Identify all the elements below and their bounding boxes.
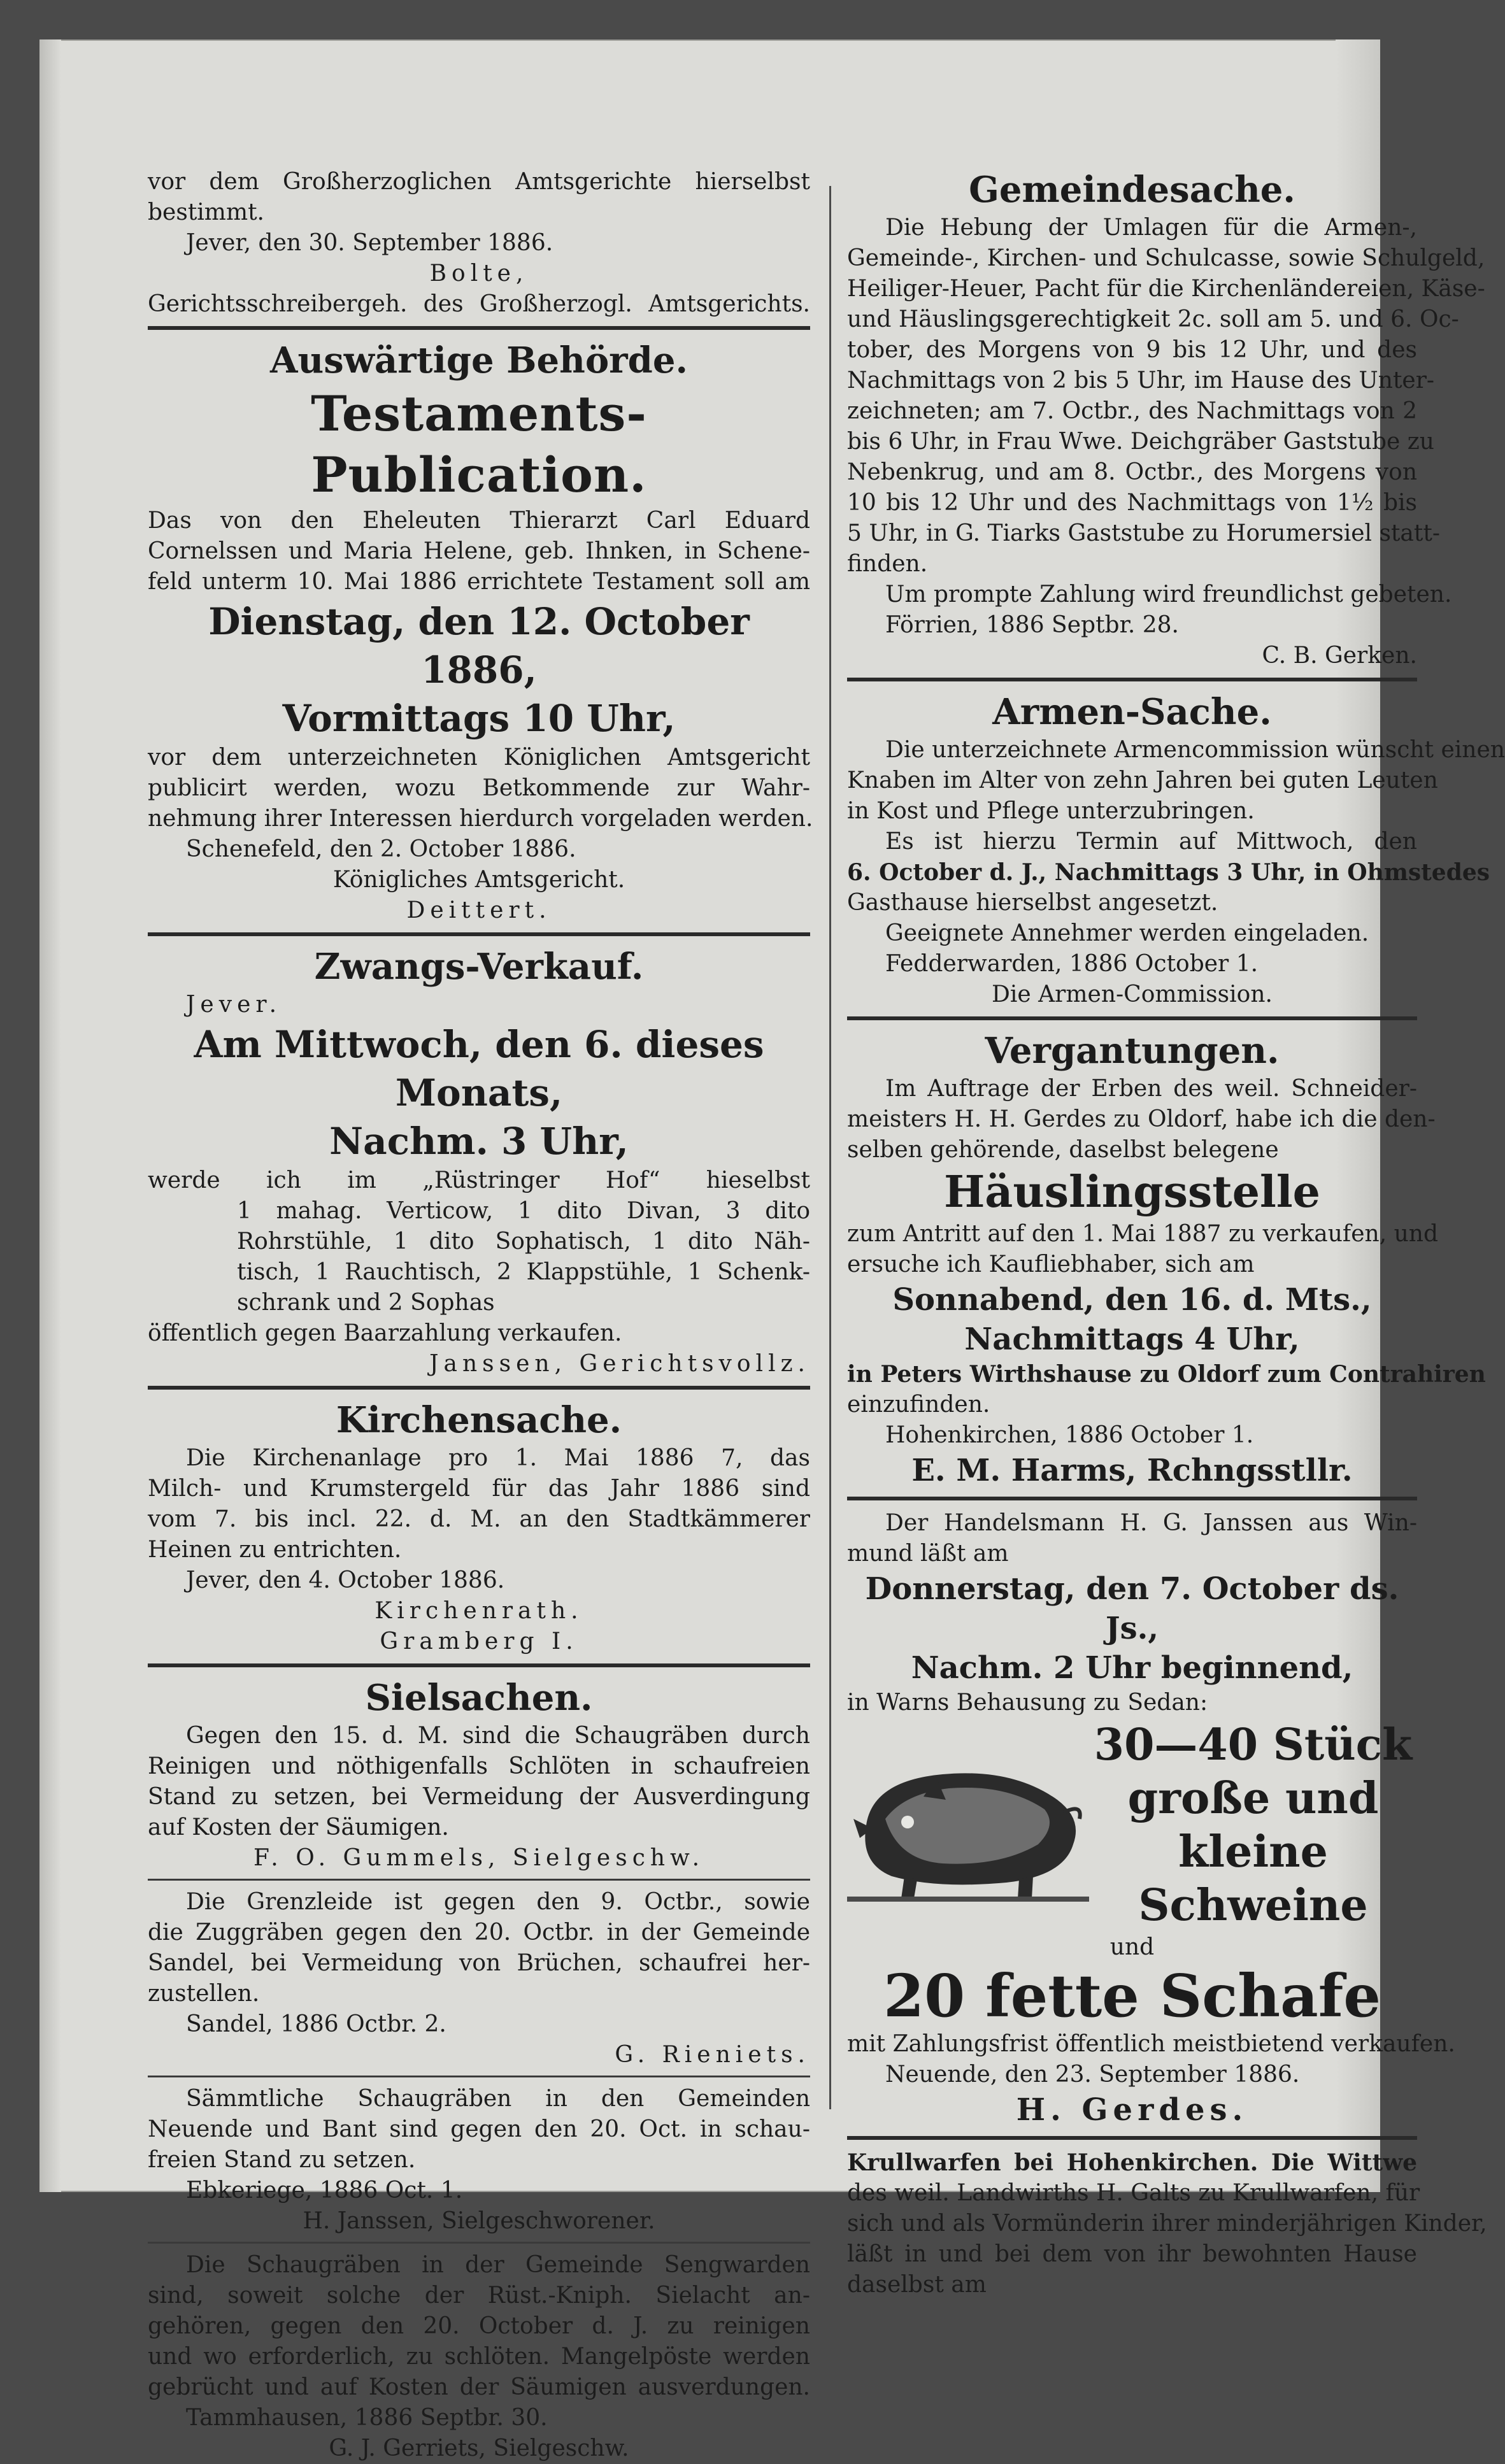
event-time: Vormittags 10 Uhr, [282, 697, 676, 740]
text-line: Jever, den 30. September 1886. [186, 230, 553, 256]
text-line: Neuende, den 23. September 1886. [885, 2062, 1300, 2088]
text-line: feld unterm 10. Mai 1886 errichtete Testament soll am [148, 569, 810, 595]
newspaper-page [39, 39, 1505, 2461]
text-line: meisters H. H. Gerdes zu Oldorf, habe ich die den- [847, 1106, 1436, 1132]
text-line: zustellen. [148, 1981, 260, 2007]
text-line: Jever, den 4. October 1886. [186, 1567, 505, 1593]
text-line: Die Grenzleide ist gegen den 9. Octbr., sowie [186, 1889, 810, 1915]
text-line: Rohrstühle, 1 dito Sophatisch, 1 dito Näh- [237, 1228, 810, 1255]
animal-desc: große und kleine [1127, 1773, 1379, 1877]
text-line: Heiliger-Heuer, Pacht für die Kirchenländereien, Käse- [847, 276, 1485, 302]
section-heading: Armen-Sache. [992, 691, 1272, 733]
animal-desc: Schweine [1138, 1880, 1368, 1931]
text-line: daselbst am [847, 2272, 987, 2298]
text-line: bestimmt. [148, 199, 264, 225]
signature: Deittert. [406, 897, 552, 923]
section-rule [148, 326, 810, 330]
text-line: Schenefeld, den 2. October 1886. [186, 836, 576, 862]
notice-zwangsverkauf [148, 944, 810, 1379]
section-rule [148, 932, 810, 936]
sub-rule [148, 2076, 810, 2077]
section-heading: Vergantungen. [985, 1030, 1280, 1072]
column-divider [829, 186, 831, 2109]
signature: E. M. Harms, Rchngsstllr. [911, 1453, 1353, 1488]
text-line: zeichneten; am 7. Octbr., des Nachmittags von 2 [847, 398, 1417, 424]
text-line: einzufinden. [847, 1392, 990, 1418]
text-line: Das von den Eheleuten Thierarzt Carl Eduard [148, 508, 810, 534]
text-line: Um prompte Zahlung wird freundlichst gebeten. [885, 581, 1452, 608]
section-heading: Zwangs-Verkauf. [314, 946, 644, 988]
text-line: Gerichtsschreibergeh. des Großherzogl. Amtsgerichts. [148, 291, 810, 317]
section-rule [847, 2136, 1417, 2140]
text-line: freien Stand zu setzen. [148, 2147, 416, 2173]
notice-intro [148, 167, 810, 320]
text-line: Stand zu setzen, bei Vermeidung der Ausverdingung [148, 1784, 810, 1810]
signature: G. J. Gerriets, Sielgeschw. [329, 2435, 629, 2461]
text-line: Im Auftrage der Erben des weil. Schneider- [885, 1076, 1417, 1102]
text-line: und Häuslingsgerechtigkeit 2c. soll am 5. und 6. Oc- [847, 306, 1459, 332]
text-line: 1 mahag. Verticow, 1 dito Divan, 3 dito [237, 1198, 810, 1224]
signature: G. Rieniets. [615, 2042, 810, 2068]
text-line: Gegen den 15. d. M. sind die Schaugräben durch [186, 1723, 810, 1749]
text-line: selben gehörende, daselbst belegene [847, 1137, 1279, 1163]
text-line: Reinigen und nöthigenfalls Schlöten in schaufreien [148, 1753, 810, 1779]
text-line: die Zuggräben gegen den 20. Octbr. in der Gemeinde [148, 1919, 810, 1946]
section-heading: Kirchensache. [336, 1399, 622, 1441]
notice-testament [148, 338, 813, 926]
text-line: tober, des Morgens von 9 bis 12 Uhr, und des [847, 337, 1417, 363]
signature: Gramberg I. [380, 1628, 578, 1655]
text-line: tisch, 1 Rauchtisch, 2 Klappstühle, 1 Schenk- [237, 1259, 810, 1285]
text-line: Die Schaugräben in der Gemeinde Sengwarden [186, 2252, 810, 2278]
text-line: Förrien, 1886 Septbr. 28. [885, 612, 1179, 638]
event-time: Nachmittags 4 Uhr, [964, 1321, 1300, 1357]
property-title: Häuslingsstelle [944, 1167, 1320, 1218]
text-line: und wo erforderlich, zu schlöten. Mangelpöste werden [148, 2344, 810, 2370]
text-line: in Warns Behausung zu Sedan: [847, 1690, 1208, 1716]
text-line: schrank und 2 Sophas [237, 1290, 495, 1316]
text-line: finden. [847, 551, 928, 577]
text-line: Heinen zu entrichten. [148, 1537, 402, 1563]
text-line: bis 6 Uhr, in Frau Wwe. Deichgräber Gaststube zu [847, 429, 1434, 455]
text-line: Neuende und Bant sind gegen den 20. Oct. in schau- [148, 2116, 810, 2142]
text-line: Ebkeriege, 1886 Oct. 1. [186, 2177, 463, 2204]
text-line: sind, soweit solche der Rüst.-Kniph. Sielacht an- [148, 2282, 810, 2309]
left-column [148, 167, 813, 2464]
section-rule [847, 1016, 1417, 1020]
section-rule [847, 678, 1417, 681]
notice-krullwarfen [847, 2147, 1487, 2300]
text-line: Der Handelsmann H. G. Janssen aus Win- [885, 1510, 1417, 1536]
signature: F. O. Gummels, Sielgeschw. [253, 1845, 705, 1871]
text-line: läßt in und bei dem von ihr bewohnten Hause [847, 2241, 1417, 2267]
text-line: sich und als Vormünderin ihrer minderjährigen Kinder, [847, 2211, 1487, 2237]
pig-advert-text [1089, 1718, 1417, 1932]
text-line: vor dem Großherzoglichen Amtsgerichte hierselbst [148, 169, 810, 195]
text-line: in Peters Wirthshause zu Oldorf zum Contrahiren [847, 1361, 1486, 1388]
text-line: werde ich im „Rüstringer Hof“ hieselbst [148, 1167, 810, 1193]
text-line: vor dem unterzeichneten Königlichen Amtsgericht [148, 744, 810, 771]
section-heading: Sielsachen. [365, 1677, 593, 1719]
text-line: in Kost und Pflege unterzubringen. [847, 798, 1255, 824]
text-line: Krullwarfen bei Hohenkirchen. Die Wittwe [847, 2149, 1417, 2176]
text-line: 5 Uhr, in G. Tiarks Gaststube zu Horumersiel statt- [847, 520, 1440, 546]
notice-schweine [847, 1508, 1455, 2130]
event-date: Donnerstag, den 7. October ds. Js., [865, 1571, 1399, 1646]
signature: Bolte, [429, 260, 529, 287]
notice-vergantungen [847, 1028, 1486, 1490]
text-line: Sandel, bei Vermeidung von Brüchen, schaufrei her- [148, 1950, 810, 1976]
section-rule [148, 1386, 810, 1390]
text-line: Sandel, 1886 Octbr. 2. [186, 2011, 446, 2037]
text-line: mund läßt am [847, 1541, 1009, 1567]
signature: Die Armen-Commission. [992, 981, 1273, 1008]
text-line: 6. October d. J., Nachmittags 3 Uhr, in Ohmstedes [847, 859, 1490, 886]
text-line: Hohenkirchen, 1886 October 1. [885, 1422, 1254, 1448]
sub-rule [148, 1879, 810, 1881]
text-line: zum Antritt auf den 1. Mai 1887 zu verkaufen, und [847, 1221, 1439, 1247]
text-line: Tammhausen, 1886 Septbr. 30. [186, 2405, 548, 2431]
sub-rule [148, 2242, 810, 2244]
text-line: nehmung ihrer Interessen hierdurch vorgeladen werden. [148, 806, 813, 832]
text-line: öffentlich gegen Baarzahlung verkaufen. [148, 1320, 622, 1346]
text-line: Nachmittags von 2 bis 5 Uhr, im Hause des Unter- [847, 367, 1435, 394]
event-time: Nachm. 2 Uhr beginnend, [911, 1650, 1353, 1686]
text-line: gehören, gegen den 20. October d. J. zu reinigen [148, 2313, 810, 2339]
event-date: Sonnabend, den 16. d. Mts., [892, 1282, 1372, 1318]
notice-kirchensache [148, 1397, 810, 1657]
text-line: auf Kosten der Säumigen. [148, 1814, 449, 1841]
event-time: Nachm. 3 Uhr, [329, 1120, 629, 1163]
section-rule [148, 1663, 810, 1667]
text-line: Milch- und Krumstergeld für das Jahr 1886 sind [148, 1476, 810, 1502]
text-line: Fedderwarden, 1886 October 1. [885, 951, 1259, 977]
text-line: Nebenkrug, und am 8. Octbr., des Morgens von [847, 459, 1417, 485]
text-line: publicirt werden, wozu Betkommende zur Wahr- [148, 775, 810, 801]
notice-sielsachen [148, 1675, 810, 2464]
text-line: ersuche ich Kaufliebhaber, sich am [847, 1251, 1255, 1278]
signature: H. Janssen, Sielgeschworener. [303, 2208, 655, 2234]
text-line: Die Kirchenanlage pro 1. Mai 1886 7, das [186, 1445, 810, 1471]
text-line: und [1109, 1934, 1155, 1960]
notice-title: Testaments-Publication. [311, 385, 647, 503]
text-line: gebrücht und auf Kosten der Säumigen ausverdungen. [148, 2374, 810, 2400]
text-line: Sämmtliche Schaugräben in den Gemeinden [186, 2086, 810, 2112]
signature: H. Gerdes. [1016, 2092, 1248, 2128]
event-date: Dienstag, den 12. October 1886, [208, 600, 750, 692]
text-line: Königliches Amtsgericht. [332, 867, 625, 893]
sheep-title: 20 fette Schafe [883, 1962, 1381, 2030]
signature: C. B. Gerken. [1262, 643, 1417, 669]
signature: Kirchenrath. [374, 1598, 583, 1624]
right-column [847, 167, 1505, 2300]
text-line: 10 bis 12 Uhr und des Nachmittags von 1½ bis [847, 490, 1417, 516]
section-heading: Gemeindesache. [969, 169, 1295, 211]
text-line: vom 7. bis incl. 22. d. M. an den Stadtkämmerer [148, 1506, 810, 1532]
text-line: Es ist hierzu Termin auf Mittwoch, den [885, 829, 1417, 855]
text-line: Die unterzeichnete Armencommission wünscht einen [885, 737, 1505, 763]
text-line: Gemeinde-, Kirchen- und Schulcasse, sowie Schulgeld, [847, 245, 1485, 271]
text-line: Geeignete Annehmer werden eingeladen. [885, 920, 1369, 946]
place: Jever. [186, 992, 282, 1018]
text-line: des weil. Landwirths H. Galts zu Krullwarfen, für [847, 2180, 1420, 2206]
pig-illustration [847, 1749, 1089, 1902]
text-line: Die Hebung der Umlagen für die Armen-, [885, 215, 1417, 241]
event-date: Am Mittwoch, den 6. dieses Monats, [194, 1023, 764, 1114]
signature: Janssen, Gerichtsvollz. [429, 1351, 810, 1377]
pig-advert [847, 1718, 1417, 1932]
text-line: Cornelssen und Maria Helene, geb. Ihnken, in Schene- [148, 538, 810, 564]
notice-armensache [847, 689, 1505, 1010]
text-line: mit Zahlungsfrist öffentlich meistbietend verkaufen. [847, 2031, 1455, 2057]
section-heading: Auswärtige Behörde. [270, 339, 688, 381]
animal-count: 30—40 Stück [1094, 1720, 1413, 1770]
notice-gemeindesache [847, 167, 1485, 671]
text-line: Knaben im Alter von zehn Jahren bei guten Leuten [847, 767, 1438, 794]
section-rule [847, 1497, 1417, 1500]
text-line: Gasthause hierselbst angesetzt. [847, 890, 1218, 916]
